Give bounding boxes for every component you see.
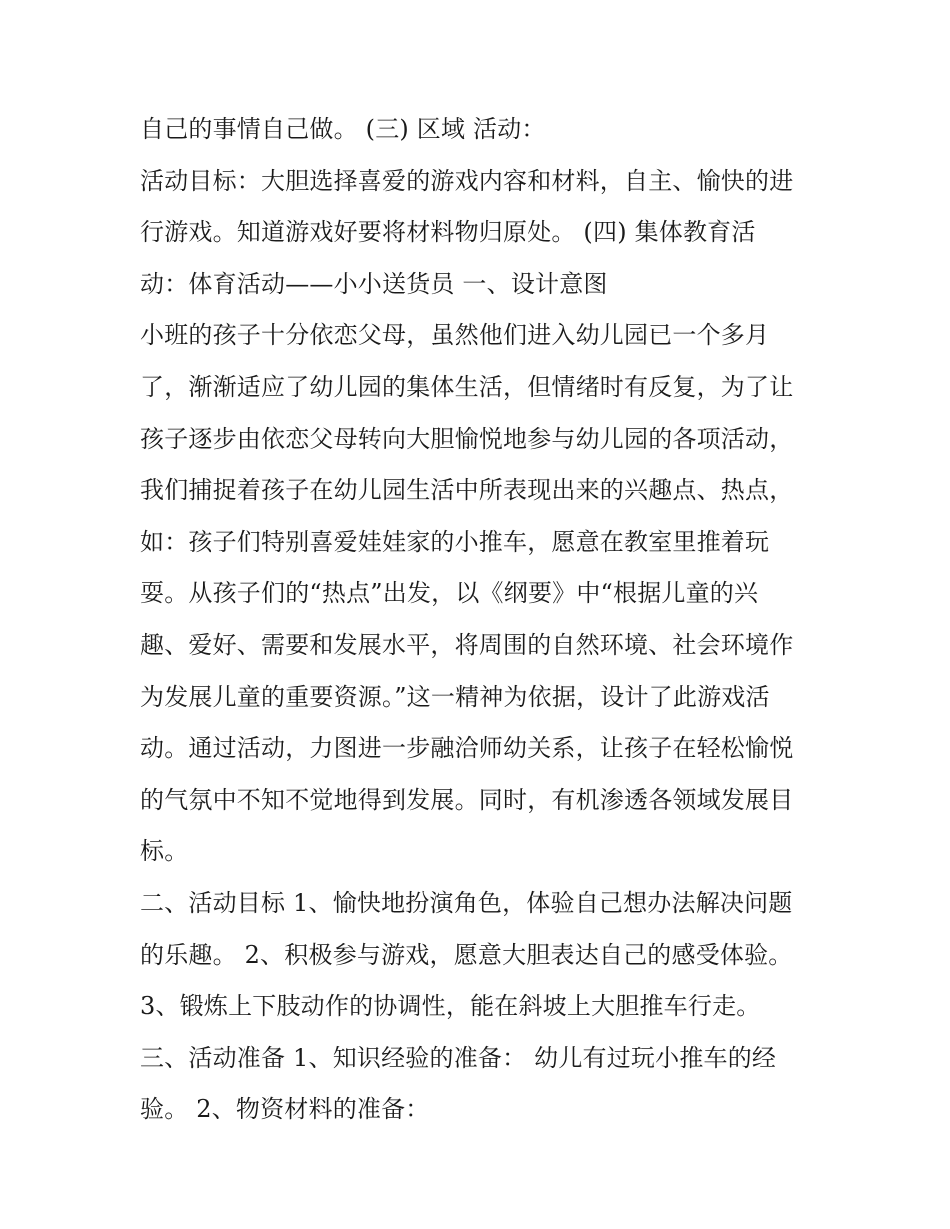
- text-line: 小班的孩子十分依恋父母，虽然他们进入幼儿园已一个多月: [140, 321, 770, 350]
- document-body: [140, 104, 830, 1136]
- text-line: 三、活动准备 1、知识经验的准备： 幼儿有过玩小推车的经: [140, 1043, 777, 1072]
- text-line: 的乐趣。 2、积极参与游戏，愿意大胆表达自己的感受体验。: [140, 940, 793, 969]
- text-line: 趣、爱好、需要和发展水平，将周围的自然环境、社会环境作: [140, 630, 794, 659]
- text-line: 耍。从孩子们的“热点”出发，以《纲要》中“根据儿童的兴: [140, 579, 759, 608]
- text-line: 了，渐渐适应了幼儿园的集体生活，但情绪时有反复，为了让: [140, 372, 794, 401]
- text-line: 活动目标：大胆选择喜爱的游戏内容和材料，自主、愉快的进: [140, 166, 794, 195]
- text-line: 如：孩子们特别喜爱娃娃家的小推车，愿意在教室里推着玩: [140, 527, 770, 556]
- text-line: 标。: [140, 837, 189, 866]
- text-line: 3、锻炼上下肢动作的协调性，能在斜坡上大胆推车行走。: [140, 992, 761, 1021]
- text-line: 为发展儿童的重要资源。”这一精神为依据，设计了此游戏活: [140, 682, 770, 711]
- text-line: 自己的事情自己做。 (三) 区域 活动：: [140, 115, 546, 143]
- text-line: 行游戏。知道游戏好要将材料物归原处。 (四) 集体教育活: [140, 218, 756, 247]
- text-line: 孩子逐步由依恋父母转向大胆愉悦地参与幼儿园的各项活动，: [140, 424, 794, 453]
- text-line: 动：体育活动——小小送货员 一、设计意图: [140, 269, 608, 298]
- text-line: 动。通过活动，力图进一步融洽师幼关系，让孩子在轻松愉悦: [140, 734, 794, 763]
- text-line: 的气氛中不知不觉地得到发展。同时，有机渗透各领域发展目: [140, 785, 794, 814]
- text-line: 二、活动目标 1、愉快地扮演角色，体验自己想办法解决问题: [140, 888, 793, 917]
- text-line: 验。 2、物资材料的准备：: [140, 1095, 430, 1124]
- text-line: 我们捕捉着孩子在幼儿园生活中所表现出来的兴趣点、热点，: [140, 476, 794, 505]
